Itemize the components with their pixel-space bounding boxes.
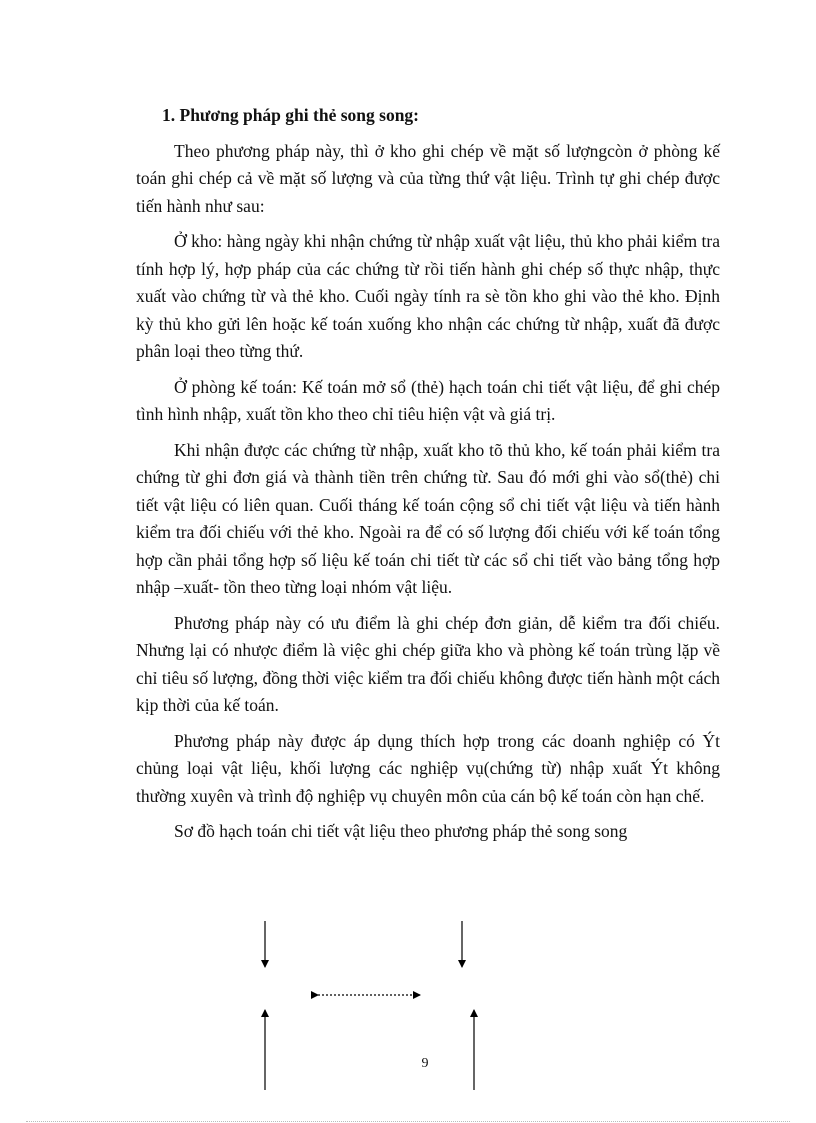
page-bottom-divider (26, 1121, 790, 1122)
diagram-caption: Sơ đồ hạch toán chi tiết vật liệu theo phương pháp thẻ song song (174, 821, 628, 841)
paragraph-pros-cons: Phương pháp này có ưu điểm là ghi chép đơn giản, dễ kiểm tra đối chiếu. Nhưng lại có nhược điểm là việc ghi chép giữa kho và phòng kế toán trùng lặp về chỉ tiêu số lượng, đồng thời việc kiểm tra đối chiếu không được tiến hành một cách kịp thời của kế toán. (136, 612, 720, 715)
page-number: 9 (421, 1056, 429, 1071)
paragraph-intro: Theo phương pháp này, thì ở kho ghi chép về mặt số lượngcòn ở phòng kế toán ghi chép cả về mặt số lượng và của từng thứ vật liệu. Trình tự ghi chép được tiến hành như sau: (136, 140, 720, 216)
section-heading: 1. Phương pháp ghi thẻ song song: (162, 105, 420, 125)
paragraph-receiving-documents: Khi nhận được các chứng từ nhập, xuất kho tõ thủ kho, kế toán phải kiểm tra chứng từ ghi đơn giá và thành tiền trên chứng từ. Sau đó mới ghi vào sổ(thẻ) chi tiết vật liệu có liên quan. Cuối tháng kế toán cộng sổ chi tiết vật liệu và tiến hành kiểm tra đối chiếu với thẻ kho. Ngoài ra để có số lượng đối chiếu với kế toán tổng hợp cần phải tổng hợp số liệu kế toán chi tiết từ các sổ chi tiết vào bảng tổng hợp nhập –xuất- tồn theo từng loại nhóm vật liệu. (136, 439, 720, 597)
paragraph-warehouse: Ở kho: hàng ngày khi nhận chứng từ nhập xuất vật liệu, thủ kho phải kiểm tra tính hợp lý, hợp pháp của các chứng từ rồi tiến hành ghi chép số thực nhập, thực xuất vào chứng từ và thẻ kho. Cuối ngày tính ra sè tồn kho ghi vào thẻ kho. Định kỳ thủ kho gửi lên hoặc kế toán xuống kho nhận các chứng từ nhập, xuất đã được phân loại theo từng thứ. (136, 231, 720, 361)
paragraph-applicability: Phương pháp này được áp dụng thích hợp trong các doanh nghiệp có Ýt chủng loại vật liệu, khối lượng các nghiệp vụ(chứng từ) nhập xuất Ýt không thường xuyên và trình độ nghiệp vụ chuyên môn của cán bộ kế toán còn hạn chế. (136, 730, 720, 806)
paragraph-accounting-dept: Ở phòng kế toán: Kế toán mở sổ (thẻ) hạch toán chi tiết vật liệu, để ghi chép tình hình nhập, xuất tồn kho theo chỉ tiêu hiện vật và giá trị. (136, 376, 720, 424)
